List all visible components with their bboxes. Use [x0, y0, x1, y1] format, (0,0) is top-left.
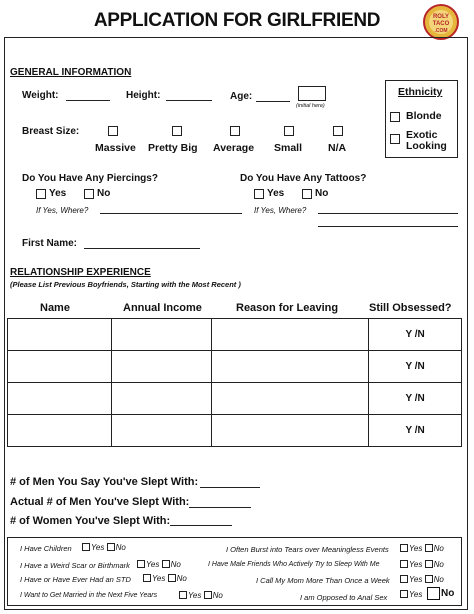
- table-row: [8, 383, 462, 415]
- reason-cell[interactable]: [211, 383, 369, 415]
- q-children-options: Yes No: [82, 543, 126, 552]
- tattoos-no-label: No: [315, 188, 329, 199]
- tattoos-no-checkbox[interactable]: [302, 189, 312, 199]
- piercings-no-checkbox[interactable]: [84, 189, 94, 199]
- women-label: # of Women You've Slept With:: [10, 515, 171, 527]
- col-obsessed-header: Still Obsessed?: [369, 302, 452, 314]
- breast-prettybig-checkbox[interactable]: [172, 126, 182, 136]
- svg-text:TACO: TACO: [432, 21, 450, 27]
- piercings-where-label: If Yes, Where?: [36, 206, 89, 215]
- q-male-friends: I Have Male Friends Who Actively Try to Sleep With Me: [208, 561, 380, 568]
- men-actual-field[interactable]: [189, 507, 251, 508]
- q-tears-options: Yes No: [400, 544, 444, 553]
- q-opposed-no-label: No: [441, 588, 455, 599]
- first-name-field[interactable]: [84, 248, 200, 249]
- tattoos-where-field[interactable]: [318, 213, 458, 214]
- obsessed-cell[interactable]: Y /N: [369, 319, 462, 351]
- q-opposed-yes-checkbox[interactable]: [400, 590, 408, 598]
- svg-text:.COM: .COM: [434, 28, 448, 34]
- q-married-no-checkbox[interactable]: [204, 591, 212, 599]
- tattoos-yes-checkbox[interactable]: [254, 189, 264, 199]
- piercings-no-label: No: [97, 188, 111, 199]
- reason-cell[interactable]: [211, 319, 369, 351]
- q-std-options: Yes No: [143, 574, 187, 583]
- income-cell[interactable]: [111, 319, 211, 351]
- svg-text:ROLY: ROLY: [432, 14, 450, 20]
- women-field[interactable]: [170, 525, 232, 526]
- q-scar-options: Yes No: [137, 560, 181, 569]
- form-title: APPLICATION FOR GIRLFRIEND: [93, 10, 381, 31]
- name-cell[interactable]: [8, 351, 112, 383]
- income-cell[interactable]: [111, 383, 211, 415]
- age-initial-box[interactable]: [298, 86, 326, 101]
- tattoos-yes-label: Yes: [267, 188, 285, 199]
- q-tears-no-checkbox[interactable]: [425, 544, 433, 552]
- q-opposed-options: Yes: [400, 590, 422, 599]
- tattoos-question: Do You Have Any Tattoos?: [240, 173, 367, 184]
- q-opposed: I am Opposed to Anal Sex: [300, 593, 388, 602]
- tattoos-where-label: If Yes, Where?: [254, 206, 307, 215]
- ethnicity-blonde-label: Blonde: [406, 110, 442, 122]
- ethnicity-exotic-checkbox[interactable]: [390, 134, 400, 144]
- men-say-field[interactable]: [200, 487, 260, 488]
- income-cell[interactable]: [111, 351, 211, 383]
- q-male-friends-options: Yes No: [400, 560, 444, 569]
- q-std-yes-checkbox[interactable]: [143, 574, 151, 582]
- breast-na-checkbox[interactable]: [333, 126, 343, 136]
- general-info-heading: GENERAL INFORMATION: [10, 67, 132, 78]
- initial-here-note: (initial here): [296, 103, 325, 109]
- weight-label: Weight:: [22, 90, 59, 101]
- q-male-friends-no-checkbox[interactable]: [425, 560, 433, 568]
- col-reason-header: Reason for Leaving: [236, 302, 339, 314]
- breast-average-label: Average: [213, 142, 255, 154]
- height-field[interactable]: [166, 100, 212, 101]
- q-married-yes-checkbox[interactable]: [179, 591, 187, 599]
- reason-cell[interactable]: [211, 415, 369, 447]
- q-scar-no-checkbox[interactable]: [162, 560, 170, 568]
- first-name-label: First Name:: [22, 238, 78, 249]
- tattoos-where-field-2[interactable]: [318, 226, 458, 227]
- col-income-header: Annual Income: [123, 302, 202, 314]
- q-married-options: Yes No: [179, 591, 223, 600]
- table-row: [8, 319, 462, 351]
- q-call-mom-no-checkbox[interactable]: [425, 575, 433, 583]
- name-cell[interactable]: [8, 319, 112, 351]
- breast-small-label: Small: [274, 142, 303, 154]
- breast-small-checkbox[interactable]: [284, 126, 294, 136]
- breast-average-checkbox[interactable]: [230, 126, 240, 136]
- q-children-yes-checkbox[interactable]: [82, 543, 90, 551]
- income-cell[interactable]: [111, 415, 211, 447]
- breast-prettybig-label: Pretty Big: [148, 142, 198, 154]
- piercings-where-field[interactable]: [100, 213, 242, 214]
- q-children-no-checkbox[interactable]: [107, 543, 115, 551]
- age-label: Age:: [230, 91, 253, 102]
- ethnicity-looking-label: Looking: [406, 140, 447, 152]
- roly-taco-logo: [423, 4, 459, 40]
- table-row: [8, 415, 462, 447]
- q-scar: I Have a Weird Scar or Birthmark: [20, 561, 130, 570]
- boyfriends-table: [7, 318, 462, 447]
- q-tears: I Often Burst into Tears over Meaningless Events: [226, 545, 389, 554]
- q-children: I Have Children: [20, 544, 72, 553]
- q-std-no-checkbox[interactable]: [168, 574, 176, 582]
- q-male-friends-yes-checkbox[interactable]: [400, 560, 408, 568]
- q-scar-yes-checkbox[interactable]: [137, 560, 145, 568]
- q-married: I Want to Get Married in the Next Five Years: [20, 592, 158, 599]
- men-say-label: # of Men You Say You've Slept With:: [10, 476, 199, 488]
- relationship-heading: RELATIONSHIP EXPERIENCE: [10, 267, 151, 278]
- q-call-mom: I Call My Mom More Than Once a Week: [256, 576, 390, 585]
- reason-cell[interactable]: [211, 351, 369, 383]
- name-cell[interactable]: [8, 383, 112, 415]
- men-actual-label: Actual # of Men You've Slept With:: [10, 496, 190, 508]
- q-call-mom-yes-checkbox[interactable]: [400, 575, 408, 583]
- ethnicity-heading: Ethnicity: [398, 86, 443, 98]
- relationship-subheading: (Please List Previous Boyfriends, Starting with the Most Recent ): [10, 280, 241, 289]
- obsessed-cell[interactable]: Y /N: [369, 351, 462, 383]
- obsessed-cell[interactable]: Y /N: [369, 383, 462, 415]
- breast-massive-checkbox[interactable]: [108, 126, 118, 136]
- age-field[interactable]: [256, 101, 290, 102]
- q-tears-yes-checkbox[interactable]: [400, 544, 408, 552]
- weight-field[interactable]: [66, 100, 110, 101]
- piercings-yes-label: Yes: [49, 188, 67, 199]
- name-cell[interactable]: [8, 415, 112, 447]
- obsessed-cell[interactable]: Y /N: [369, 415, 462, 447]
- ethnicity-blonde-checkbox[interactable]: [390, 112, 400, 122]
- ethnicity-exotic-label: Exotic: [406, 129, 438, 141]
- piercings-yes-checkbox[interactable]: [36, 189, 46, 199]
- breast-massive-label: Massive: [95, 142, 136, 154]
- q-call-mom-options: Yes No: [400, 575, 444, 584]
- col-name-header: Name: [40, 302, 70, 314]
- height-label: Height:: [126, 90, 161, 101]
- breast-na-label: N/A: [328, 142, 347, 154]
- breast-size-label: Breast Size:: [22, 126, 80, 137]
- q-opposed-no-checkbox[interactable]: [427, 587, 440, 600]
- piercings-question: Do You Have Any Piercings?: [22, 173, 158, 184]
- q-std: I Have or Have Ever Had an STD: [20, 575, 131, 584]
- table-row: [8, 351, 462, 383]
